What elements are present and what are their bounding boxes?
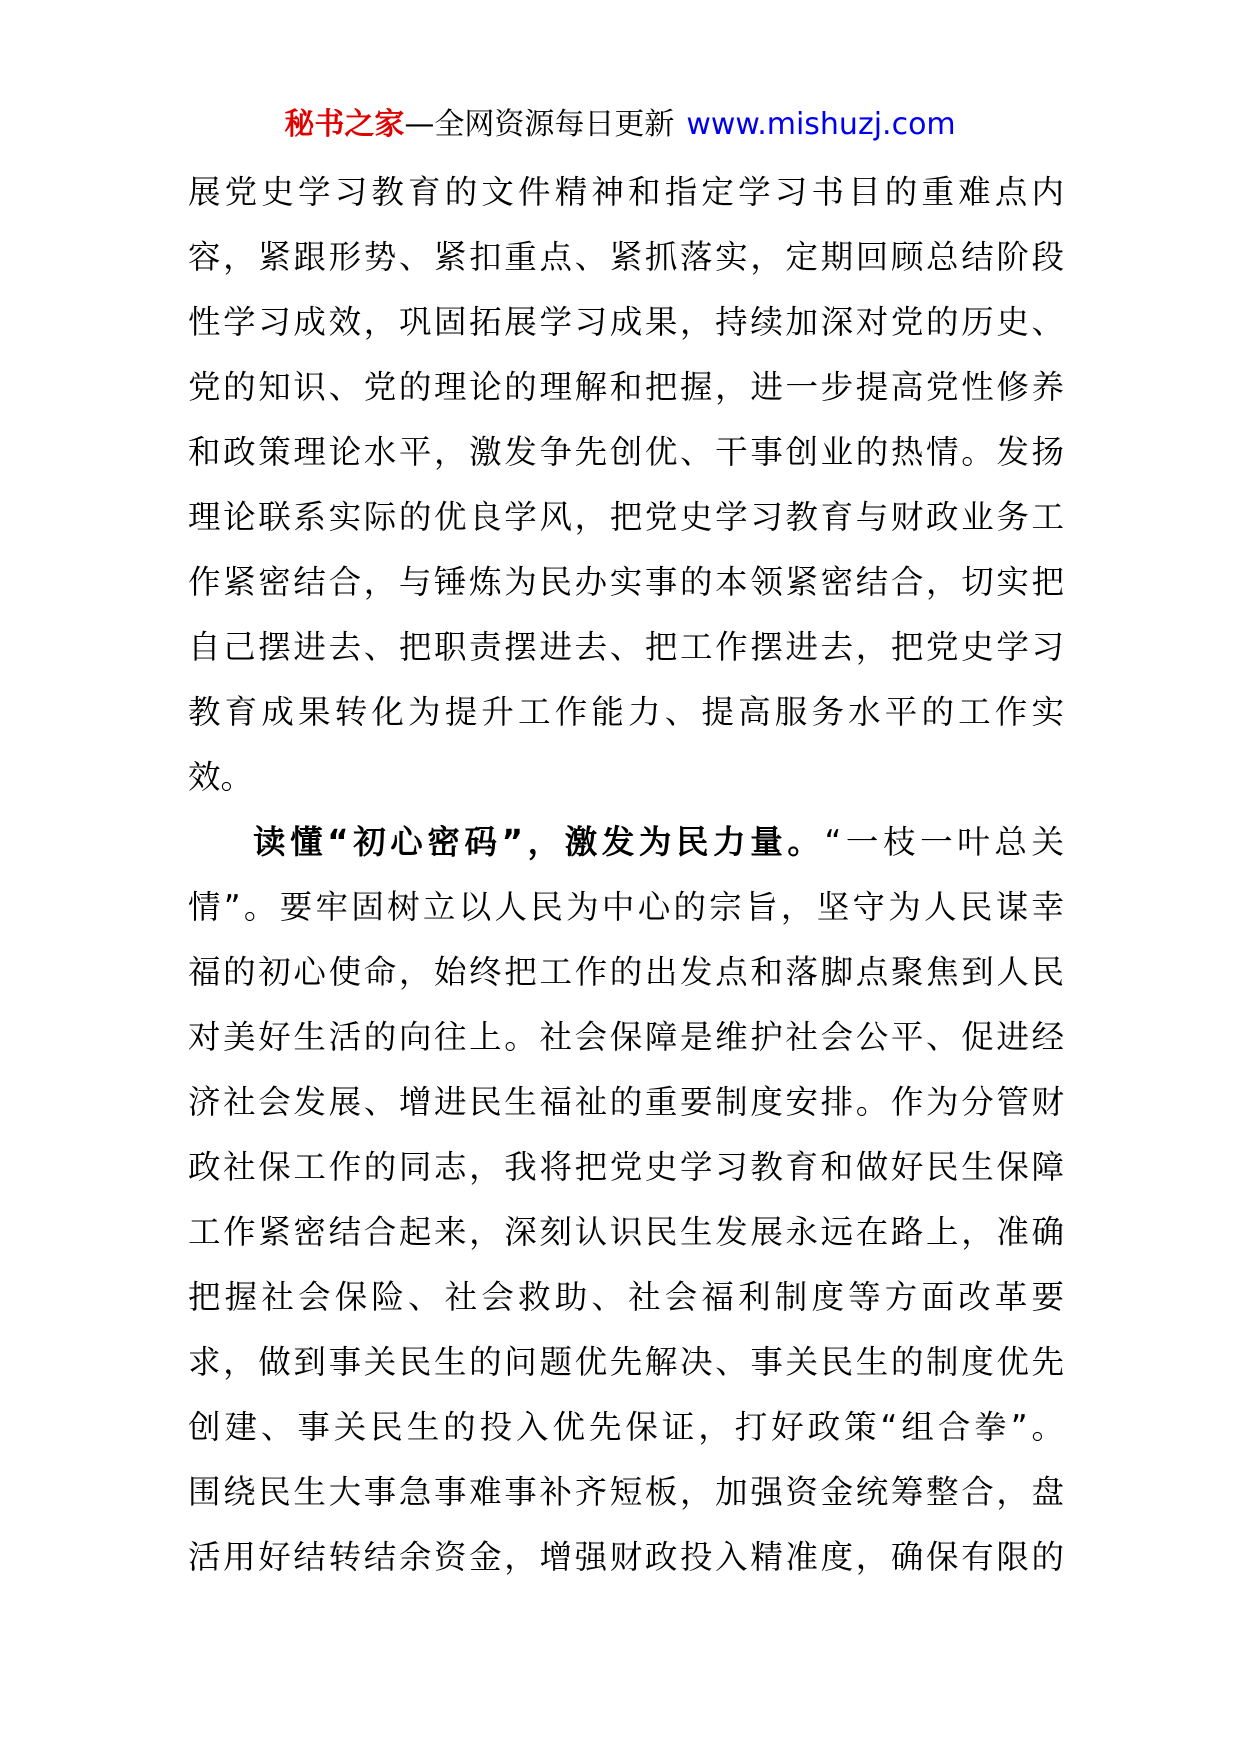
site-url-link[interactable]: www.mishuzj.com — [686, 107, 956, 142]
text-line: 福的初心使命，始终把工作的出发点和落脚点聚焦到人民 — [188, 953, 1064, 991]
document-body — [188, 160, 1064, 1590]
text-line: 和政策理论水平，激发争先创优、干事创业的热情。发扬 — [188, 433, 1064, 471]
text-line: 把握社会保险、社会救助、社会福利制度等方面改革要 — [188, 1278, 1064, 1316]
text-line: 展党史学习教育的文件精神和指定学习书目的重难点内 — [188, 173, 1064, 211]
text-line: 创建、事关民生的投入优先保证，打好政策“组合拳”。 — [188, 1408, 1064, 1446]
text-line: 党的知识、党的理论的理解和把握，进一步提高党性修养 — [188, 368, 1064, 406]
section-heading: 读懂“初心密码”，激发为民力量。 — [253, 823, 825, 861]
text-line: 活用好结转结余资金，增强财政投入精准度，确保有限的 — [188, 1538, 1064, 1576]
text-line: 教育成果转化为提升工作能力、提高服务水平的工作实 — [188, 693, 1064, 731]
text-line: 政社保工作的同志，我将把党史学习教育和做好民生保障 — [188, 1148, 1064, 1186]
text-line: 作紧密结合，与锤炼为民办实事的本领紧密结合，切实把 — [188, 563, 1064, 601]
text-line: 对美好生活的向往上。社会保障是维护社会公平、促进经 — [188, 1018, 1064, 1056]
text-line: 自己摆进去、把职责摆进去、把工作摆进去，把党史学习 — [188, 628, 1064, 666]
text-line: 理论联系实际的优良学风，把党史学习教育与财政业务工 — [188, 498, 1064, 536]
paragraph-1 — [188, 160, 1064, 810]
text-line: 济社会发展、增进民生福祉的重要制度安排。作为分管财 — [188, 1083, 1064, 1121]
text-line: 求，做到事关民生的问题优先解决、事关民生的制度优先 — [188, 1343, 1064, 1381]
brand-name: 秘书之家 — [284, 107, 405, 142]
page-header — [0, 103, 1240, 147]
heading-line-text: “一枝一叶总关 — [824, 823, 1064, 861]
text-line: 围绕民生大事急事难事补齐短板，加强资金统筹整合，盘 — [188, 1473, 1064, 1511]
text-line: 效。 — [188, 758, 254, 796]
text-line: 容，紧跟形势、紧扣重点、紧抓落实，定期回顾总结阶段 — [188, 238, 1064, 276]
text-line: 工作紧密结合起来，深刻认识民生发展永远在路上，准确 — [188, 1213, 1064, 1251]
text-line: 情”。要牢固树立以人民为中心的宗旨，坚守为人民谋幸 — [188, 888, 1064, 926]
paragraph-heading-line — [188, 810, 1064, 875]
header-tagline: —全网资源每日更新 — [404, 107, 675, 142]
text-line: 性学习成效，巩固拓展学习成果，持续加深对党的历史、 — [188, 303, 1064, 341]
paragraph-2 — [188, 810, 1064, 1590]
